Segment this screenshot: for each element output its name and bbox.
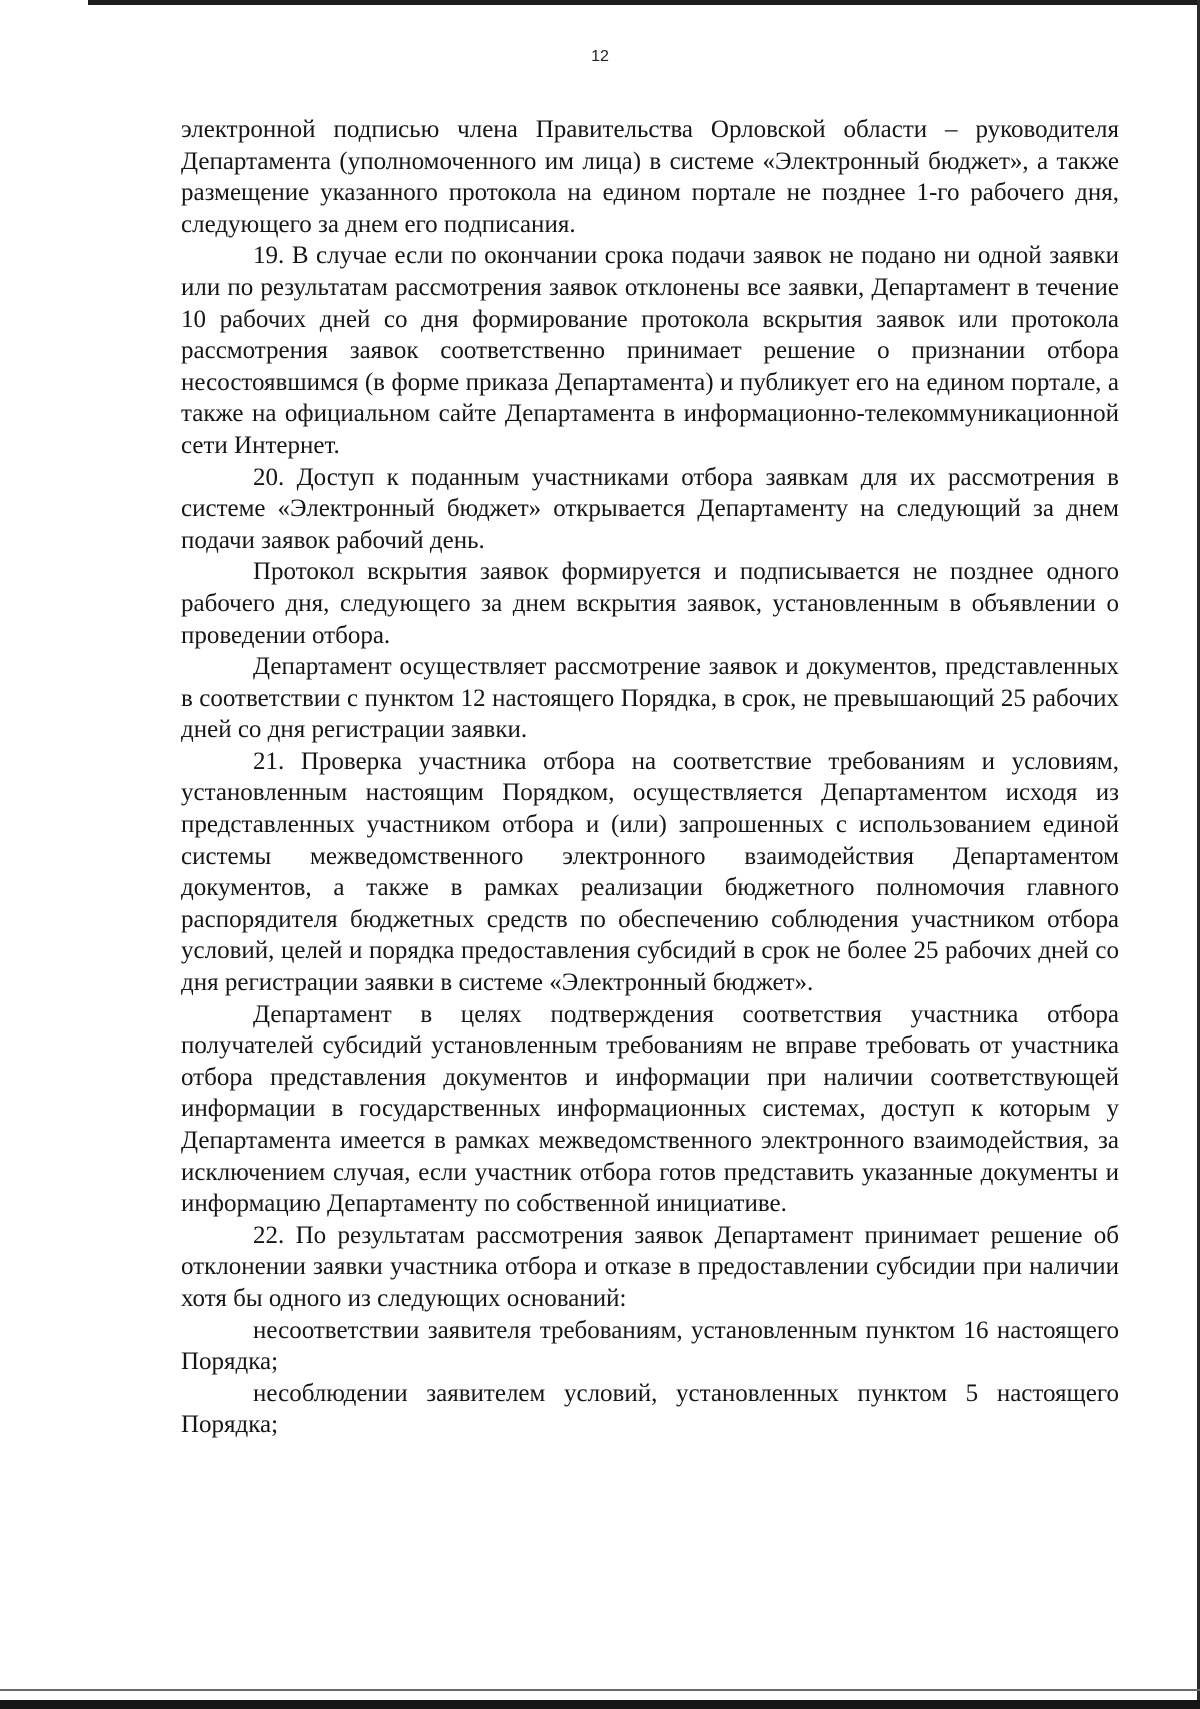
paragraph-clause-22: 22. По результатам рассмотрения заявок Департамент принимает решение об отклонении заявки участника отбора и отказе в предоставлении субсидии при наличии хотя бы одного из следующих оснований: bbox=[181, 1221, 1119, 1312]
paragraph-document-request: Департамент в целях подтверждения соответствия участника отбора получателей субсидий установленным требованиям не вправе требовать от участника отбора представления документов и информации при наличии соответствующей информации в государственных информационных системах, доступ к которым у Департамента имеется в рамках межведомственного электронного взаимодействия, за исключением случая, если участник отбора готов представить указанные документы и информацию Департаменту по собственной инициативе. bbox=[181, 1000, 1119, 1218]
list-item-ground-requirements: несоответствии заявителя требованиям, установленным пунктом 16 настоящего Порядка; bbox=[181, 1316, 1119, 1376]
list-item-ground-conditions: несоблюдении заявителем условий, установленных пунктом 5 настоящего Порядка; bbox=[181, 1379, 1119, 1439]
scan-line-bottom bbox=[0, 1689, 1200, 1691]
document-body bbox=[181, 114, 1119, 1441]
paragraph-clause-20: 20. Доступ к поданным участниками отбора заявкам для их рассмотрения в системе «Электронный бюджет» открывается Департаменту на следующий за днем подачи заявок рабочий день. bbox=[181, 463, 1119, 554]
paragraph-clause-19: 19. В случае если по окончании срока подачи заявок не подано ни одной заявки или по результатам рассмотрения заявок отклонены все заявки, Департамент в течение 10 рабочих дней со дня формирование протокола вскрытия заявок или протокола рассмотрения заявок соответственно принимает решение о признании отбора несостоявшимся (в форме приказа Департамента) и публикует его на едином портале, а также на официальном сайте Департамента в информационно-телекоммуникационной сети Интернет. bbox=[181, 242, 1119, 459]
paragraph-review-term: Департамент осуществляет рассмотрение заявок и документов, представленных в соответствии с пунктом 12 настоящего Порядка, в срок, не превышающий 25 рабочих дней со дня регистрации заявки. bbox=[181, 653, 1119, 744]
paragraph-continuation: электронной подписью члена Правительства Орловской области – руководителя Департамента (уполномоченного им лица) в системе «Электронный бюджет», а также размещение указанного протокола на едином портале не позднее 1-го рабочего дня, следующего за днем его подписания. bbox=[181, 116, 1119, 238]
page-number: 12 bbox=[591, 48, 609, 65]
scan-border-bottom bbox=[0, 1700, 1200, 1709]
paragraph-clause-21: 21. Проверка участника отбора на соответствие требованиям и условиям, установленным настоящим Порядком, осуществляется Департаментом исходя из представленных участником отбора и (или) запрошенных с использованием единой системы межведомственного электронного взаимодействия Департаментом документов, а также в рамках реализации бюджетного полномочия главного распорядителя бюджетных средств по обеспечению соблюдения участником отбора условий, целей и порядка предоставления субсидий в срок не более 25 рабочих дней со дня регистрации заявки в системе «Электронный бюджет». bbox=[181, 747, 1119, 997]
scan-border-top bbox=[88, 0, 1200, 5]
paragraph-opening-protocol: Протокол вскрытия заявок формируется и подписывается не позднее одного рабочего дня, следующего за днем вскрытия заявок, установленным в объявлении о проведении отбора. bbox=[181, 558, 1119, 649]
